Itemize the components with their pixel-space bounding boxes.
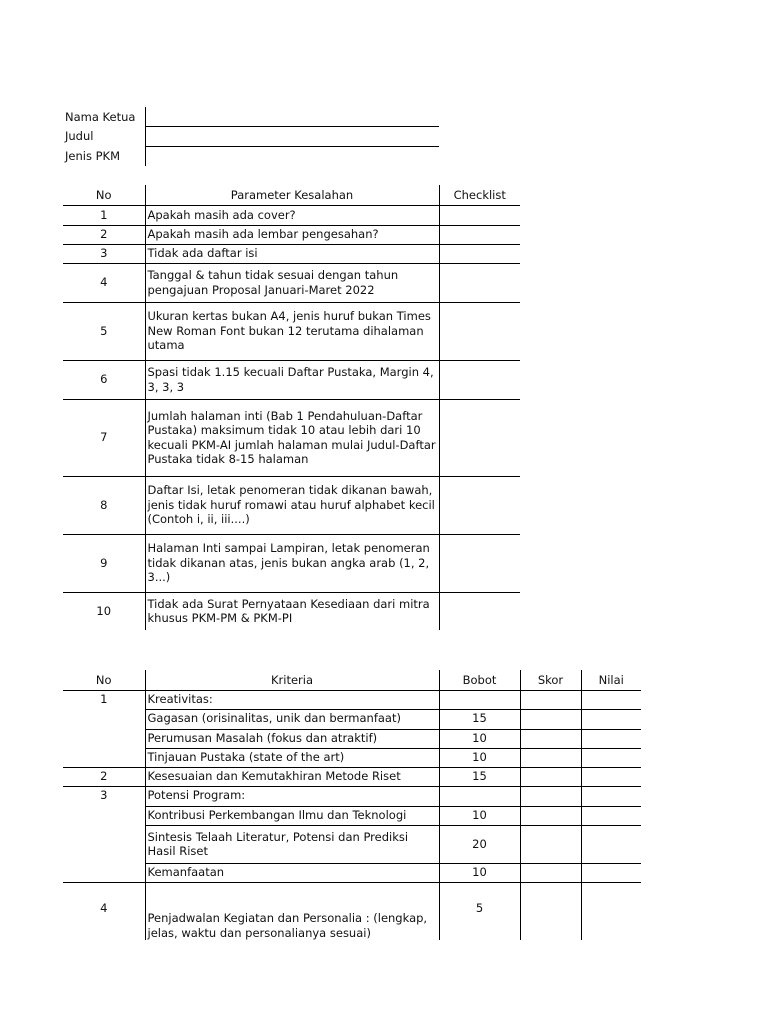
nilai-cell[interactable] [581, 882, 641, 940]
checklist-cell[interactable] [439, 592, 520, 630]
checklist-row [63, 205, 520, 225]
header-no: No [63, 185, 145, 205]
row-number [63, 825, 145, 863]
row-parameter: Tidak ada Surat Pernyataan Kesediaan dari mitra khusus PKM-PM & PKM-PI [145, 592, 439, 630]
skor-cell[interactable] [520, 786, 581, 806]
row-number: 4 [63, 263, 145, 302]
row-criterion: Sintesis Telaah Literatur, Potensi dan Prediksi Hasil Riset [145, 825, 439, 863]
row-parameter: Tanggal & tahun tidak sesuai dengan tahun pengajuan Proposal Januari-Maret 2022 [145, 263, 439, 302]
row-criterion: Kreativitas: [145, 690, 439, 709]
checklist-table [63, 185, 520, 630]
skor-cell[interactable] [520, 767, 581, 786]
row-number [63, 748, 145, 767]
checklist-row [63, 476, 520, 534]
header-no: No [63, 670, 145, 690]
header-kriteria: Kriteria [145, 670, 439, 690]
row-number [63, 863, 145, 882]
criteria-row [63, 748, 641, 767]
checklist-row [63, 302, 520, 360]
identity-row [63, 107, 439, 127]
checklist-cell[interactable] [439, 263, 520, 302]
row-parameter: Spasi tidak 1.15 kecuali Daftar Pustaka, Margin 4, 3, 3, 3 [145, 360, 439, 399]
identity-label: Judul [63, 127, 145, 147]
checklist-cell[interactable] [439, 360, 520, 399]
checklist-row [63, 244, 520, 263]
row-number: 2 [63, 225, 145, 244]
row-criterion: Gagasan (orisinalitas, unik dan bermanfaat) [145, 709, 439, 729]
nilai-cell[interactable] [581, 690, 641, 709]
row-bobot: 10 [439, 806, 520, 825]
header-skor: Skor [520, 670, 581, 690]
skor-cell[interactable] [520, 729, 581, 748]
criteria-header-row [63, 670, 641, 690]
criteria-row [63, 729, 641, 748]
row-criterion: Penjadwalan Kegiatan dan Personalia : (lengkap, jelas, waktu dan personalianya sesuai) [145, 882, 439, 940]
row-number: 9 [63, 534, 145, 592]
identity-row [63, 127, 439, 147]
checklist-cell[interactable] [439, 302, 520, 360]
row-number: 3 [63, 786, 145, 806]
criteria-row [63, 786, 641, 806]
row-parameter: Apakah masih ada cover? [145, 205, 439, 225]
identity-value[interactable] [145, 127, 439, 147]
row-bobot [439, 786, 520, 806]
criteria-row [63, 690, 641, 709]
row-criterion: Kesesuaian dan Kemutakhiran Metode Riset [145, 767, 439, 786]
criteria-row [63, 863, 641, 882]
identity-label: Jenis PKM [63, 147, 145, 167]
row-parameter: Jumlah halaman inti (Bab 1 Pendahuluan-Daftar Pustaka) maksimum tidak 10 atau lebih dari 10 kecuali PKM-AI jumlah halaman mulai Judul-Daftar Pustaka tidak 8-15 halaman [145, 399, 439, 476]
identity-value[interactable] [145, 107, 439, 127]
criteria-row [63, 709, 641, 729]
header-bobot: Bobot [439, 670, 520, 690]
row-bobot [439, 690, 520, 709]
skor-cell[interactable] [520, 709, 581, 729]
row-number: 6 [63, 360, 145, 399]
criteria-row [63, 767, 641, 786]
nilai-cell[interactable] [581, 806, 641, 825]
row-parameter: Tidak ada daftar isi [145, 244, 439, 263]
checklist-row [63, 534, 520, 592]
row-criterion: Potensi Program: [145, 786, 439, 806]
row-parameter: Daftar Isi, letak penomeran tidak dikanan bawah, jenis tidak huruf romawi atau huruf alphabet kecil (Contoh i, ii, iii....) [145, 476, 439, 534]
nilai-cell[interactable] [581, 709, 641, 729]
checklist-row [63, 399, 520, 476]
identity-value[interactable] [145, 147, 439, 167]
checklist-cell[interactable] [439, 399, 520, 476]
row-bobot: 5 [439, 882, 520, 940]
row-number [63, 729, 145, 748]
row-parameter: Apakah masih ada lembar pengesahan? [145, 225, 439, 244]
row-number: 4 [63, 882, 145, 940]
header-checklist: Checklist [439, 185, 520, 205]
skor-cell[interactable] [520, 806, 581, 825]
row-number [63, 709, 145, 729]
skor-cell[interactable] [520, 690, 581, 709]
checklist-cell[interactable] [439, 205, 520, 225]
checklist-cell[interactable] [439, 534, 520, 592]
row-parameter: Ukuran kertas bukan A4, jenis huruf bukan Times New Roman Font bukan 12 terutama dihalaman utama [145, 302, 439, 360]
row-number: 5 [63, 302, 145, 360]
row-bobot: 10 [439, 863, 520, 882]
header-nilai: Nilai [581, 670, 641, 690]
row-criterion: Kemanfaatan [145, 863, 439, 882]
nilai-cell[interactable] [581, 825, 641, 863]
row-parameter: Halaman Inti sampai Lampiran, letak penomeran tidak dikanan atas, jenis bukan angka arab (1, 2, 3...) [145, 534, 439, 592]
skor-cell[interactable] [520, 863, 581, 882]
row-number [63, 806, 145, 825]
criteria-row [63, 806, 641, 825]
nilai-cell[interactable] [581, 786, 641, 806]
checklist-row [63, 263, 520, 302]
checklist-cell[interactable] [439, 244, 520, 263]
skor-cell[interactable] [520, 825, 581, 863]
checklist-cell[interactable] [439, 225, 520, 244]
checklist-row [63, 360, 520, 399]
criteria-row [63, 882, 641, 940]
row-number: 1 [63, 205, 145, 225]
checklist-cell[interactable] [439, 476, 520, 534]
checklist-header-row [63, 185, 520, 205]
nilai-cell[interactable] [581, 729, 641, 748]
criteria-table [63, 670, 641, 940]
row-number: 2 [63, 767, 145, 786]
row-criterion: Tinjauan Pustaka (state of the art) [145, 748, 439, 767]
row-number: 1 [63, 690, 145, 709]
row-criterion: Kontribusi Perkembangan Ilmu dan Teknologi [145, 806, 439, 825]
skor-cell[interactable] [520, 748, 581, 767]
nilai-cell[interactable] [581, 767, 641, 786]
row-number: 8 [63, 476, 145, 534]
row-bobot: 10 [439, 748, 520, 767]
checklist-row [63, 225, 520, 244]
row-bobot: 20 [439, 825, 520, 863]
nilai-cell[interactable] [581, 863, 641, 882]
header-parameter: Parameter Kesalahan [145, 185, 439, 205]
row-bobot: 15 [439, 767, 520, 786]
row-bobot: 10 [439, 729, 520, 748]
row-number: 10 [63, 592, 145, 630]
row-criterion: Perumusan Masalah (fokus dan atraktif) [145, 729, 439, 748]
row-number: 3 [63, 244, 145, 263]
identity-table [63, 107, 439, 166]
identity-row [63, 147, 439, 167]
skor-cell[interactable] [520, 882, 581, 940]
checklist-row [63, 592, 520, 630]
identity-label: Nama Ketua [63, 107, 145, 127]
row-number: 7 [63, 399, 145, 476]
row-bobot: 15 [439, 709, 520, 729]
nilai-cell[interactable] [581, 748, 641, 767]
criteria-row [63, 825, 641, 863]
